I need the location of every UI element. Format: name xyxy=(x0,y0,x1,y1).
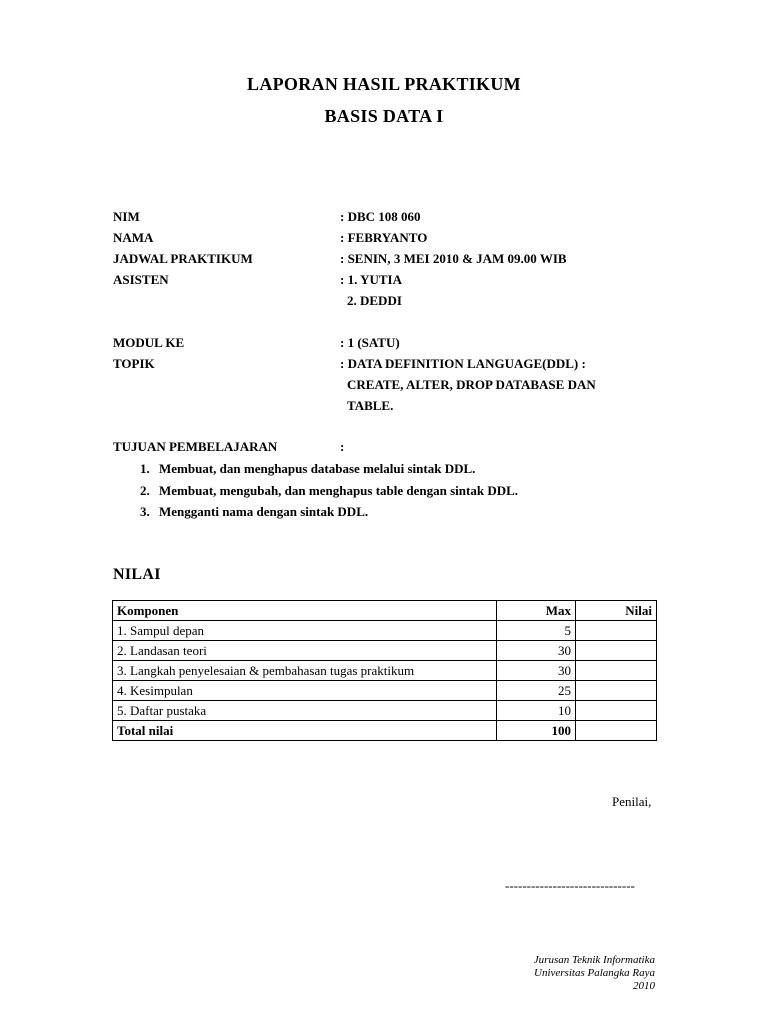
komponen-cell: 5. Daftar pustaka xyxy=(113,701,497,721)
total-nilai xyxy=(576,721,657,741)
goal-item: Membuat, dan menghapus database melalui sintak DDL. xyxy=(159,461,476,476)
nilai-cell xyxy=(576,681,657,701)
footer-department: Jurusan Teknik Informatika xyxy=(533,954,655,966)
topik-label: TOPIK xyxy=(113,356,155,371)
column-header-komponen: Komponen xyxy=(113,601,497,621)
nim-label: NIM xyxy=(113,209,140,224)
max-cell: 5 xyxy=(497,621,576,641)
max-cell: 30 xyxy=(497,641,576,661)
grades-table xyxy=(112,600,657,741)
nilai-cell xyxy=(576,621,657,641)
nilai-cell xyxy=(576,701,657,721)
column-header-max: Max xyxy=(497,601,576,621)
komponen-cell: 1. Sampul depan xyxy=(113,621,497,641)
asisten-value-1: : 1. YUTIA xyxy=(340,272,402,287)
jadwal-value: : SENIN, 3 MEI 2010 & JAM 09.00 WIB xyxy=(340,251,567,266)
komponen-cell: 3. Langkah penyelesaian & pembahasan tugas praktikum xyxy=(113,661,497,681)
total-row xyxy=(113,721,657,741)
nilai-cell xyxy=(576,641,657,661)
tujuan-colon: : xyxy=(340,439,345,454)
jadwal-label: JADWAL PRAKTIKUM xyxy=(113,251,253,266)
nama-value: : FEBRYANTO xyxy=(340,230,428,245)
table-header-row xyxy=(113,601,657,621)
table-row xyxy=(113,661,657,681)
table-row xyxy=(113,621,657,641)
table-row xyxy=(113,641,657,661)
report-title: LAPORAN HASIL PRAKTIKUM xyxy=(247,74,521,94)
asisten-label: ASISTEN xyxy=(113,272,169,287)
column-header-nilai: Nilai xyxy=(576,601,657,621)
nilai-cell xyxy=(576,661,657,681)
total-label: Total nilai xyxy=(113,721,497,741)
total-max: 100 xyxy=(497,721,576,741)
goal-item: Membuat, mengubah, dan menghapus table dengan sintak DDL. xyxy=(159,483,519,498)
table-row xyxy=(113,701,657,721)
goal-number: 2. xyxy=(140,483,150,498)
goal-number: 1. xyxy=(140,461,150,476)
max-cell: 30 xyxy=(497,661,576,681)
signature-line: ------------------------------ xyxy=(505,878,635,893)
max-cell: 25 xyxy=(497,681,576,701)
komponen-cell: 2. Landasan teori xyxy=(113,641,497,661)
report-subtitle: BASIS DATA I xyxy=(324,106,444,126)
table-row xyxy=(113,681,657,701)
goal-item: Mengganti nama dengan sintak DDL. xyxy=(159,504,369,519)
nama-label: NAMA xyxy=(113,230,154,245)
topik-value-2: CREATE, ALTER, DROP DATABASE DAN xyxy=(347,377,596,392)
footer-year: 2010 xyxy=(633,980,655,992)
goal-number: 3. xyxy=(140,504,150,519)
asisten-value-2: 2. DEDDI xyxy=(347,293,402,308)
max-cell: 10 xyxy=(497,701,576,721)
modul-label: MODUL KE xyxy=(113,335,185,350)
topik-value-1: : DATA DEFINITION LANGUAGE(DDL) : xyxy=(340,356,586,371)
tujuan-label: TUJUAN PEMBELAJARAN xyxy=(113,439,278,454)
topik-value-3: TABLE. xyxy=(347,398,394,413)
modul-value: : 1 (SATU) xyxy=(340,335,400,350)
komponen-cell: 4. Kesimpulan xyxy=(113,681,497,701)
footer-university: Universitas Palangka Raya xyxy=(534,967,655,979)
nim-value: : DBC 108 060 xyxy=(340,209,421,224)
penilai-label: Penilai, xyxy=(612,794,652,809)
nilai-heading: NILAI xyxy=(113,566,161,583)
